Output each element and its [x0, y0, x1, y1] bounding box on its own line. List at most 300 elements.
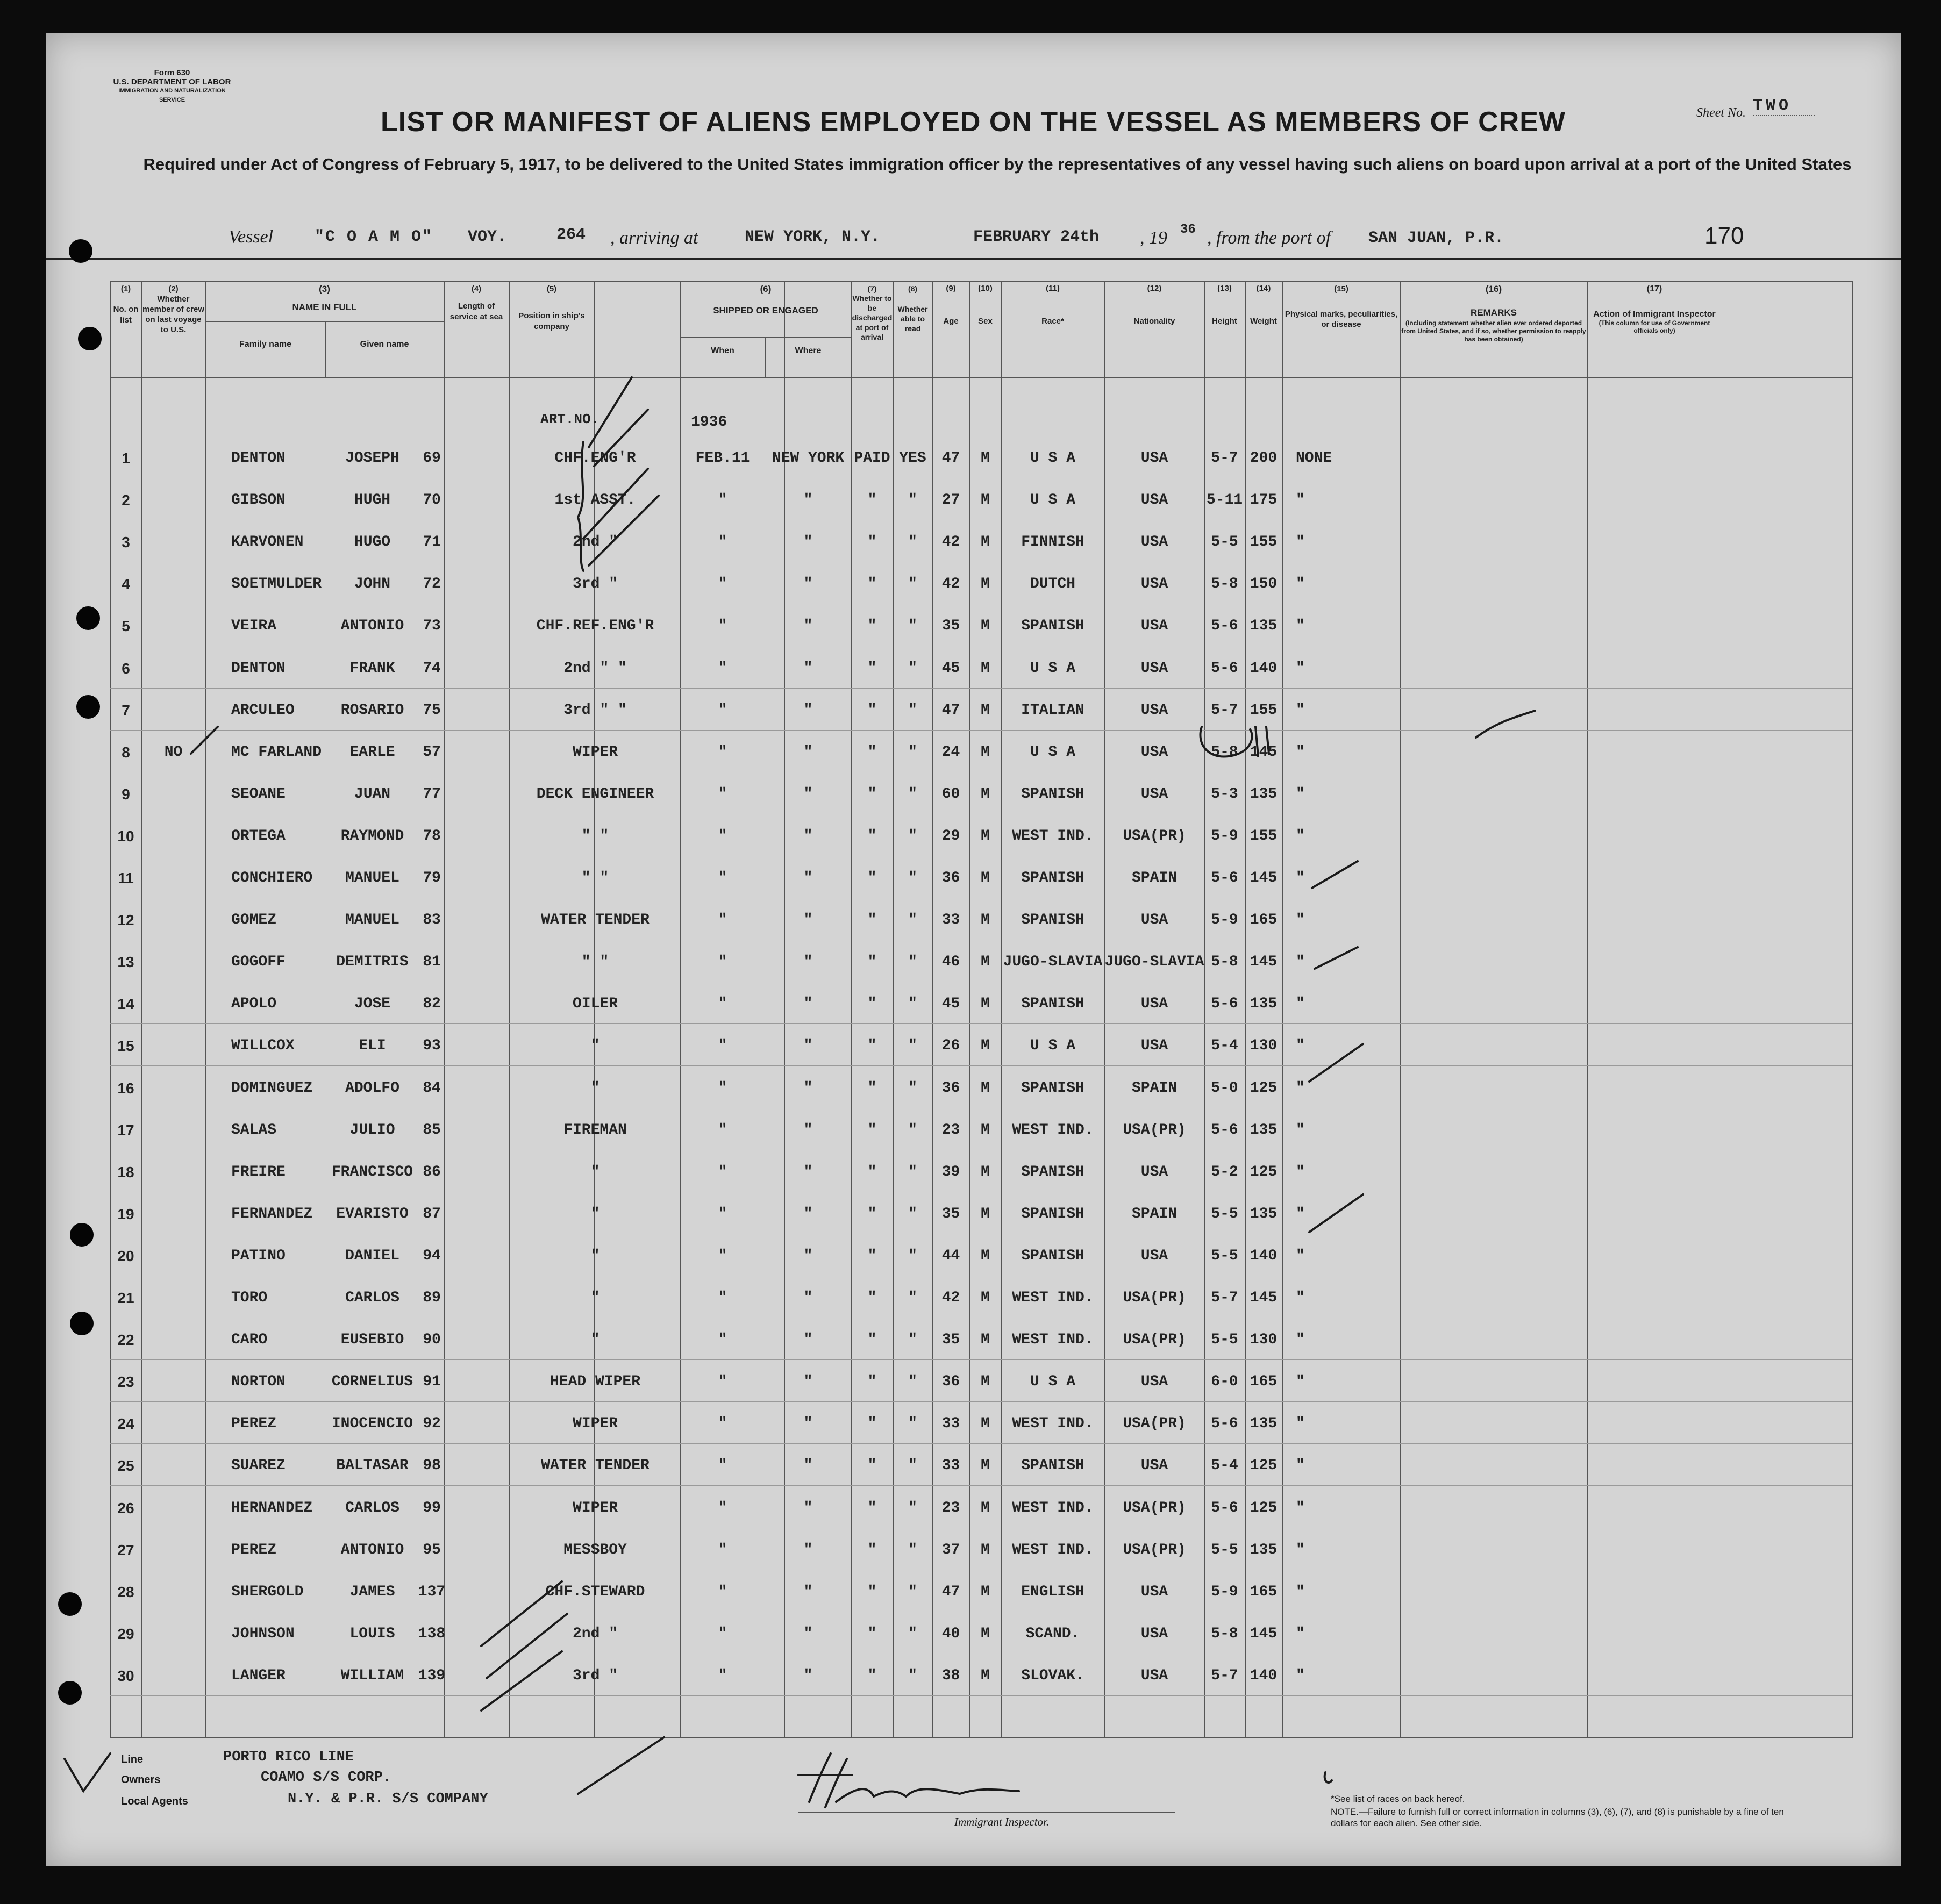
inspector-signature-line — [798, 1812, 1175, 1813]
col17-note: (This column for use of Government officials only) — [1599, 319, 1710, 334]
given-name-cell: HUGH — [354, 492, 391, 509]
discharge-cell: " — [867, 1373, 877, 1390]
given-name-cell: JUAN — [354, 786, 391, 803]
from-port-label: , from the port of — [1207, 228, 1331, 248]
col3-header: NAME IN FULL — [292, 302, 357, 312]
given-name-cell: FRANK — [349, 660, 395, 677]
nationality-cell: USA — [1140, 1667, 1168, 1684]
shipped-when-header: When — [711, 346, 734, 355]
able-to-read-cell: " — [908, 1457, 917, 1474]
race-cell: FINNISH — [1021, 534, 1084, 550]
discharge-cell: " — [867, 1667, 877, 1684]
family-name-cell: GIBSON — [231, 492, 286, 509]
shipped-where-cell: " — [803, 1037, 813, 1054]
physical-marks-cell: " — [1296, 1457, 1305, 1474]
binder-hole — [76, 695, 100, 719]
height-cell: 5-8 — [1211, 744, 1238, 761]
shipped-where-cell: " — [803, 660, 813, 677]
shipped-when-cell: " — [718, 1457, 727, 1474]
race-cell: SPANISH — [1021, 870, 1084, 886]
family-name-cell: DENTON — [231, 660, 286, 677]
age-cell: 36 — [941, 1080, 960, 1097]
family-name-cell: PEREZ — [231, 1415, 277, 1432]
height-cell: 5-7 — [1211, 1667, 1238, 1684]
col14-header: Weight — [1250, 317, 1277, 326]
page-subtitle: Required under Act of Congress of February 5, 1917, to be delivered to the United States immigration officer by the representatives of any vessel having such aliens on board upon arrival at a port of the United States — [143, 155, 1852, 174]
arrival-port: NEW YORK, N.Y. — [745, 228, 881, 246]
nationality-cell: USA — [1140, 660, 1168, 677]
given-name-cell: DANIEL — [345, 1248, 399, 1264]
physical-marks-cell: " — [1296, 912, 1305, 928]
age-cell: 39 — [941, 1164, 960, 1180]
family-name-cell: FREIRE — [231, 1164, 286, 1180]
col4-number: (4) — [471, 284, 482, 294]
sheet-number-label: Sheet No. — [1696, 106, 1746, 120]
position-cell: " — [590, 1080, 600, 1097]
nationality-cell: USA — [1140, 702, 1168, 719]
shipped-where-cell: " — [803, 1584, 813, 1600]
sex-cell: M — [981, 870, 990, 886]
owners-label: Owners — [121, 1774, 161, 1786]
height-cell: 5-7 — [1211, 450, 1238, 467]
shipped-when-cell: " — [718, 1584, 727, 1600]
shipped-when-cell: " — [718, 1332, 727, 1348]
shipped-when-cell: " — [718, 870, 727, 886]
given-name-cell: EARLE — [349, 744, 395, 761]
age-cell: 27 — [941, 492, 960, 509]
able-to-read-cell: " — [908, 996, 917, 1012]
shipped-when-cell: " — [718, 1415, 727, 1432]
owners-value: COAMO S/S CORP. — [261, 1770, 392, 1786]
physical-marks-cell: " — [1296, 1500, 1305, 1516]
weight-cell: 140 — [1250, 1667, 1278, 1684]
row-number-cell: 2 — [122, 492, 130, 509]
given-name-cell: RAYMOND — [340, 828, 404, 844]
binder-hole — [58, 1681, 82, 1705]
family-name-cell: APOLO — [231, 996, 277, 1012]
height-cell: 5-8 — [1211, 576, 1238, 592]
physical-marks-cell: " — [1296, 744, 1305, 761]
nationality-cell: USA — [1140, 618, 1168, 634]
art-number-cell: 87 — [423, 1206, 441, 1222]
age-cell: 42 — [941, 576, 960, 592]
height-cell: 5-2 — [1211, 1164, 1238, 1180]
shipped-when-cell: " — [718, 492, 727, 509]
family-name-cell: SALAS — [231, 1122, 277, 1139]
art-number-cell: 83 — [423, 912, 441, 928]
family-name-cell: JOHNSON — [231, 1626, 295, 1642]
art-number-cell: 98 — [423, 1457, 441, 1474]
binder-hole — [70, 1223, 94, 1247]
position-cell: 2nd " " — [563, 660, 627, 677]
discharge-cell: " — [867, 1457, 877, 1474]
family-name-cell: SEOANE — [231, 786, 286, 803]
departure-port: SAN JUAN, P.R. — [1368, 229, 1504, 247]
able-to-read-cell: " — [908, 1667, 917, 1684]
nationality-cell: USA(PR) — [1123, 1415, 1186, 1432]
shipped-where-cell: " — [803, 912, 813, 928]
position-cell: 3rd " — [572, 576, 618, 592]
physical-marks-cell: " — [1296, 534, 1305, 550]
art-number-cell: 78 — [423, 828, 441, 844]
given-name-cell: ADOLFO — [345, 1080, 399, 1097]
able-to-read-cell: " — [908, 1122, 917, 1139]
col6-number: (6) — [760, 284, 772, 294]
height-cell: 5-8 — [1211, 1626, 1238, 1642]
race-cell: WEST IND. — [1012, 1332, 1094, 1348]
nationality-cell: USA(PR) — [1123, 1122, 1186, 1139]
given-name-cell: ELI — [359, 1037, 386, 1054]
sex-cell: M — [981, 1457, 990, 1474]
sex-cell: M — [981, 660, 990, 677]
nationality-cell: USA — [1140, 1164, 1168, 1180]
row-number-cell: 25 — [117, 1457, 134, 1474]
shipped-when-cell: " — [718, 1542, 727, 1558]
arrival-date: FEBRUARY 24th — [973, 228, 1100, 246]
shipped-when-cell: " — [718, 786, 727, 803]
col11-header: Race* — [1041, 317, 1064, 326]
shipped-when-cell: " — [718, 1206, 727, 1222]
weight-cell: 200 — [1250, 450, 1278, 467]
art-number-cell: 92 — [423, 1415, 441, 1432]
row-number-cell: 10 — [117, 828, 134, 844]
shipped-where-cell: " — [803, 1290, 813, 1306]
sex-cell: M — [981, 1584, 990, 1600]
penalty-note: NOTE.—Failure to furnish full or correct information in columns (3), (6), (7), and (8) is punishable by a fine of ten dollars for each alien. See other side. — [1331, 1807, 1784, 1828]
race-cell: SCAND. — [1025, 1626, 1080, 1642]
sex-cell: M — [981, 1542, 990, 1558]
discharge-cell: " — [867, 1500, 877, 1516]
row-number-cell: 20 — [117, 1248, 134, 1264]
row-number-cell: 3 — [122, 534, 130, 550]
race-cell: U S A — [1030, 1037, 1075, 1054]
age-cell: 38 — [941, 1667, 960, 1684]
position-cell: FIREMAN — [563, 1122, 627, 1139]
position-cell: WIPER — [572, 1415, 618, 1432]
sex-cell: M — [981, 1164, 990, 1180]
position-cell: " " — [581, 828, 609, 844]
race-cell: SPANISH — [1021, 1457, 1084, 1474]
sex-cell: M — [981, 744, 990, 761]
age-cell: 23 — [941, 1122, 960, 1139]
art-number-cell: 99 — [423, 1500, 441, 1516]
able-to-read-cell: " — [908, 1164, 917, 1180]
art-number-cell: 82 — [423, 996, 441, 1012]
discharge-cell: " — [867, 1584, 877, 1600]
given-name-cell: MANUEL — [345, 912, 399, 928]
weight-cell: 130 — [1250, 1037, 1278, 1054]
shipped-where-cell: " — [803, 1415, 813, 1432]
given-name-cell: FRANCISCO — [331, 1164, 413, 1180]
height-cell: 5-9 — [1211, 828, 1238, 844]
able-to-read-cell: " — [908, 744, 917, 761]
position-cell: CHF.REF.ENG'R — [536, 618, 654, 634]
sex-cell: M — [981, 912, 990, 928]
row-number-cell: 27 — [117, 1542, 134, 1558]
physical-marks-cell: " — [1296, 1290, 1305, 1306]
nationality-cell: SPAIN — [1131, 1206, 1177, 1222]
physical-marks-cell: " — [1296, 1164, 1305, 1180]
art-number-cell: 57 — [423, 744, 441, 761]
discharge-cell: " — [867, 492, 877, 509]
nationality-cell: USA — [1140, 786, 1168, 803]
family-name-cell: DENTON — [231, 450, 286, 467]
shipped-where-cell: " — [803, 786, 813, 803]
sex-cell: M — [981, 1667, 990, 1684]
able-to-read-cell: " — [908, 1584, 917, 1600]
nationality-cell: USA(PR) — [1123, 1500, 1186, 1516]
sex-cell: M — [981, 1415, 990, 1432]
shipped-where-cell: " — [803, 870, 813, 886]
shipped-when-cell: " — [718, 996, 727, 1012]
nationality-cell: USA — [1140, 1037, 1168, 1054]
shipped-where-cell: NEW YORK — [772, 450, 845, 467]
col5-header: Position in ship's company — [518, 311, 585, 331]
col12-number: (12) — [1147, 284, 1162, 293]
able-to-read-cell: " — [908, 1542, 917, 1558]
shipped-when-cell: " — [718, 828, 727, 844]
shipped-where-cell: " — [803, 1373, 813, 1390]
physical-marks-cell: " — [1296, 828, 1305, 844]
nationality-cell: USA — [1140, 744, 1168, 761]
sex-cell: M — [981, 618, 990, 634]
row-number-cell: 7 — [122, 702, 130, 719]
age-cell: 26 — [941, 1037, 960, 1054]
physical-marks-cell: " — [1296, 1584, 1305, 1600]
shipped-where-cell: " — [803, 1542, 813, 1558]
weight-cell: 140 — [1250, 1248, 1278, 1264]
row-number-cell: 9 — [122, 786, 130, 803]
shipped-when-cell: " — [718, 576, 727, 592]
prev-voyage-cell: NO — [164, 744, 183, 761]
given-name-cell: LOUIS — [349, 1626, 395, 1642]
age-cell: 42 — [941, 1290, 960, 1306]
weight-cell: 155 — [1250, 534, 1278, 550]
sex-cell: M — [981, 996, 990, 1012]
local-agents-label: Local Agents — [121, 1795, 188, 1807]
col6-header: SHIPPED OR ENGAGED — [713, 305, 818, 316]
nationality-cell: USA — [1140, 576, 1168, 592]
position-cell: 2nd " — [572, 534, 618, 550]
weight-cell: 155 — [1250, 702, 1278, 719]
handwritten-marks — [46, 33, 1901, 1866]
art-number-cell: 138 — [418, 1626, 446, 1642]
race-cell: WEST IND. — [1012, 1542, 1094, 1558]
position-cell: 3rd " — [572, 1667, 618, 1684]
art-number-cell: 137 — [418, 1584, 446, 1600]
sex-cell: M — [981, 534, 990, 550]
position-cell: " — [590, 1037, 600, 1054]
art-number-cell: 90 — [423, 1332, 441, 1348]
family-name-cell: SHERGOLD — [231, 1584, 304, 1600]
shipped-when-cell: " — [718, 660, 727, 677]
nationality-cell: USA — [1140, 1584, 1168, 1600]
arriving-label: , arriving at — [610, 228, 698, 248]
page-title: LIST OR MANIFEST OF ALIENS EMPLOYED ON THE VESSEL AS MEMBERS OF CREW — [381, 106, 1566, 138]
arrival-year: 36 — [1180, 223, 1196, 237]
shipped-when-cell: " — [718, 1248, 727, 1264]
shipped-where-cell: " — [803, 744, 813, 761]
sex-cell: M — [981, 1206, 990, 1222]
position-cell: WIPER — [572, 1500, 618, 1516]
discharge-cell: PAID — [854, 450, 890, 467]
weight-cell: 145 — [1250, 954, 1278, 970]
discharge-cell: " — [867, 576, 877, 592]
weight-cell: 135 — [1250, 1122, 1278, 1139]
given-name-cell: CARLOS — [345, 1290, 399, 1306]
able-to-read-cell: YES — [899, 450, 926, 467]
physical-marks-cell: " — [1296, 618, 1305, 634]
weight-cell: 125 — [1250, 1164, 1278, 1180]
physical-marks-cell: " — [1296, 492, 1305, 509]
shipped-where-cell: " — [803, 1164, 813, 1180]
height-cell: 5-8 — [1211, 954, 1238, 970]
race-cell: ENGLISH — [1021, 1584, 1084, 1600]
physical-marks-cell: " — [1296, 1206, 1305, 1222]
able-to-read-cell: " — [908, 1290, 917, 1306]
shipped-when-cell: " — [718, 1500, 727, 1516]
discharge-cell: " — [867, 870, 877, 886]
sex-cell: M — [981, 786, 990, 803]
discharge-cell: " — [867, 828, 877, 844]
row-number-cell: 17 — [117, 1122, 134, 1139]
discharge-cell: " — [867, 1122, 877, 1139]
sex-cell: M — [981, 450, 990, 467]
binder-hole — [76, 606, 100, 630]
shipped-where-cell: " — [803, 1500, 813, 1516]
able-to-read-cell: " — [908, 786, 917, 803]
race-cell: SPANISH — [1021, 1164, 1084, 1180]
age-cell: 35 — [941, 1332, 960, 1348]
position-cell: HEAD WIPER — [550, 1373, 641, 1390]
shipped-when-cell: " — [718, 1667, 727, 1684]
sex-cell: M — [981, 1248, 990, 1264]
sex-cell: M — [981, 1122, 990, 1139]
art-number-cell: 81 — [423, 954, 441, 970]
shipped-where-cell: " — [803, 954, 813, 970]
page-stamp: 170 — [1704, 223, 1744, 249]
row-number-cell: 18 — [117, 1164, 134, 1180]
art-number-cell: 70 — [423, 492, 441, 509]
col1-number: (1) — [120, 284, 131, 294]
given-name-cell: JULIO — [349, 1122, 395, 1139]
sex-cell: M — [981, 492, 990, 509]
art-number-cell: 84 — [423, 1080, 441, 1097]
height-cell: 5-6 — [1211, 1122, 1238, 1139]
family-name-cell: FERNANDEZ — [231, 1206, 313, 1222]
position-cell: " — [590, 1290, 600, 1306]
height-cell: 5-0 — [1211, 1080, 1238, 1097]
sex-cell: M — [981, 1500, 990, 1516]
able-to-read-cell: " — [908, 1037, 917, 1054]
height-cell: 5-5 — [1211, 534, 1238, 550]
height-cell: 5-6 — [1211, 1415, 1238, 1432]
age-cell: 45 — [941, 660, 960, 677]
row-number-cell: 28 — [117, 1584, 134, 1600]
physical-marks-cell: " — [1296, 870, 1305, 886]
race-cell: SPANISH — [1021, 1206, 1084, 1222]
sheet-number-value: TWO — [1753, 97, 1815, 116]
race-cell: DUTCH — [1030, 576, 1075, 592]
race-cell: WEST IND. — [1012, 828, 1094, 844]
nationality-cell: SPAIN — [1131, 870, 1177, 886]
height-cell: 5-6 — [1211, 660, 1238, 677]
weight-cell: 125 — [1250, 1500, 1278, 1516]
shipped-where-cell: " — [803, 618, 813, 634]
family-name-cell: ORTEGA — [231, 828, 286, 844]
discharge-cell: " — [867, 1164, 877, 1180]
age-cell: 36 — [941, 870, 960, 886]
family-name-cell: ARCULEO — [231, 702, 295, 719]
col3-number: (3) — [319, 284, 330, 294]
discharge-cell: " — [867, 1332, 877, 1348]
able-to-read-cell: " — [908, 618, 917, 634]
race-cell: JUGO-SLAVIA — [1003, 954, 1103, 970]
discharge-cell: " — [867, 1415, 877, 1432]
art-number-cell: 71 — [423, 534, 441, 550]
shipped-when-cell: " — [718, 618, 727, 634]
family-name-cell: WILLCOX — [231, 1037, 295, 1054]
discharge-cell: " — [867, 1626, 877, 1642]
age-cell: 36 — [941, 1373, 960, 1390]
row-number-cell: 19 — [117, 1206, 134, 1222]
shipped-when-cell: " — [718, 912, 727, 928]
age-cell: 47 — [941, 1584, 960, 1600]
shipped-when-cell: " — [718, 1164, 727, 1180]
given-name-cell: ANTONIO — [340, 618, 404, 634]
family-name-cell: MC FARLAND — [231, 744, 322, 761]
shipped-when-cell: " — [718, 702, 727, 719]
height-cell: 5-6 — [1211, 870, 1238, 886]
line-label: Line — [121, 1753, 144, 1765]
sex-cell: M — [981, 1332, 990, 1348]
height-cell: 5-9 — [1211, 912, 1238, 928]
col9-header: Age — [943, 317, 959, 326]
year-prefix: , 19 — [1140, 228, 1167, 248]
family-name-cell: NORTON — [231, 1373, 286, 1390]
position-cell: MESSBOY — [563, 1542, 627, 1558]
art-no-label: ART.NO. — [540, 411, 600, 427]
position-cell: WATER TENDER — [541, 1457, 650, 1474]
discharge-cell: " — [867, 912, 877, 928]
age-cell: 29 — [941, 828, 960, 844]
col16-note: (Including statement whether alien ever ordered deported from United States, and if so, whether permission to reapply has been obtained) — [1401, 319, 1586, 343]
race-cell: WEST IND. — [1012, 1290, 1094, 1306]
height-cell: 5-11 — [1206, 492, 1243, 509]
sex-cell: M — [981, 1290, 990, 1306]
height-cell: 5-7 — [1211, 1290, 1238, 1306]
shipped-when-cell: " — [718, 1122, 727, 1139]
family-name-cell: GOMEZ — [231, 912, 277, 928]
nationality-cell: USA — [1140, 1248, 1168, 1264]
shipped-when-cell: " — [718, 744, 727, 761]
nationality-cell: USA(PR) — [1123, 1542, 1186, 1558]
row-number-cell: 12 — [117, 912, 134, 928]
discharge-cell: " — [867, 744, 877, 761]
able-to-read-cell: " — [908, 1626, 917, 1642]
shipped-when-cell: " — [718, 1080, 727, 1097]
vessel-name: "C O A M O" — [315, 228, 433, 246]
row-number-cell: 4 — [122, 576, 130, 592]
nationality-cell: USA(PR) — [1123, 1332, 1186, 1348]
discharge-cell: " — [867, 1290, 877, 1306]
discharge-cell: " — [867, 534, 877, 550]
family-name-cell: SUAREZ — [231, 1457, 286, 1474]
art-number-cell: 86 — [423, 1164, 441, 1180]
shipped-where-cell: " — [803, 702, 813, 719]
row-number-cell: 16 — [117, 1080, 134, 1097]
given-name-cell: EUSEBIO — [340, 1332, 404, 1348]
